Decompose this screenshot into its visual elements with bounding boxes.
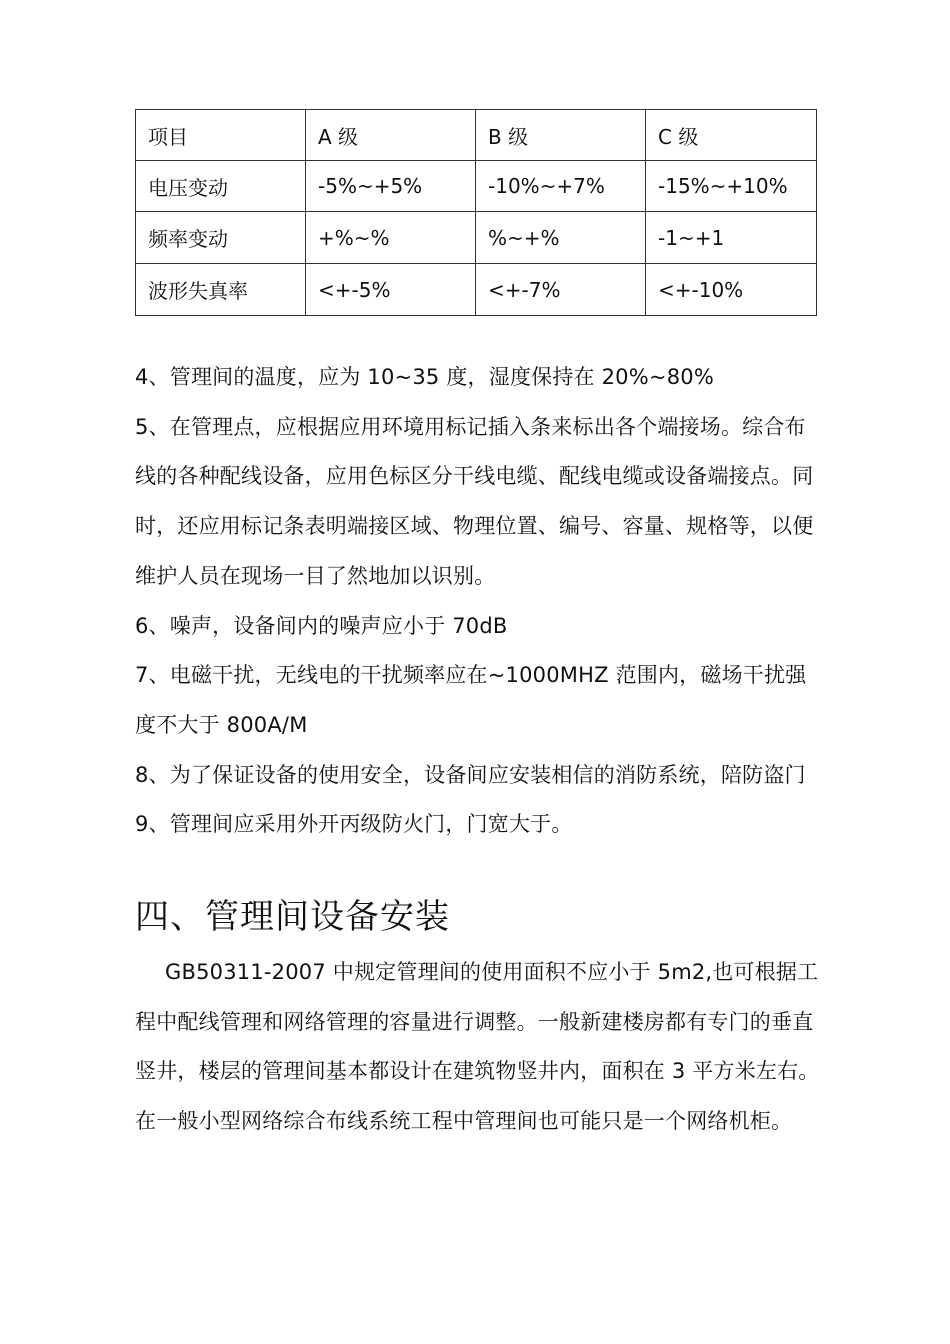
item-7-emi: 7、电磁干扰，无线电的干扰频率应在~1000MHZ 范围内，磁场干扰强度不大于 800A/M	[135, 663, 807, 737]
item-6-noise: 6、噪声，设备间内的噪声应小于 70dB	[135, 613, 508, 638]
table-cell: -10%~+7%	[476, 161, 646, 212]
table-cell: %~+%	[476, 212, 646, 264]
table-header-row	[136, 110, 817, 161]
table-row	[136, 212, 817, 264]
numbered-items	[135, 353, 825, 850]
header-cell-grade-c: C 级	[646, 110, 817, 161]
table-cell: +%~%	[306, 212, 476, 264]
section-heading: 四、管理间设备安装	[135, 897, 450, 937]
item-8-fire-safety: 8、为了保证设备的使用安全，设备间应安装相信的消防系统，陪防盗门	[135, 762, 806, 787]
header-cell-grade-b: B 级	[476, 110, 646, 161]
item-9-fire-door: 9、管理间应采用外开丙级防火门，门宽大于。	[135, 812, 573, 837]
table-cell: <+-5%	[306, 264, 476, 316]
header-cell-grade-a: A 级	[306, 110, 476, 161]
table-cell: 频率变动	[136, 212, 306, 264]
table-cell: 波形失真率	[136, 264, 306, 316]
item-5-labeling: 5、在管理点，应根据应用环境用标记插入条来标出各个端接场。综合布线的各种配线设备，应用色标区分干线电缆、配线电缆或设备端接点。同时，还应用标记条表明端接区域、物理位置、编号、容量、规格等，以便维护人员在现场一目了然地加以识别。	[135, 414, 814, 588]
table-cell: -15%~+10%	[646, 161, 817, 212]
table-row	[136, 264, 817, 316]
table-row	[136, 161, 817, 212]
table-cell: 电压变动	[136, 161, 306, 212]
header-cell-item: 项目	[136, 110, 306, 161]
section-body	[135, 948, 825, 1147]
power-quality-table	[135, 109, 817, 316]
section-paragraph: GB50311-2007 中规定管理间的使用面积不应小于 5m2,也可根据工程中配线管理和网络管理的容量进行调整。一般新建楼房都有专门的垂直竖井，楼层的管理间基本都设计在建筑物竖井内，面积在 3 平方米左右。在一般小型网络综合布线系统工程中管理间也可能只是一个网络机柜。	[135, 960, 820, 1134]
table-cell: -5%~+5%	[306, 161, 476, 212]
table-cell: <+-7%	[476, 264, 646, 316]
table-cell: -1~+1	[646, 212, 817, 264]
table-cell: <+-10%	[646, 264, 817, 316]
item-4-temperature: 4、管理间的温度，应为 10~35 度，湿度保持在 20%~80%	[135, 365, 714, 389]
